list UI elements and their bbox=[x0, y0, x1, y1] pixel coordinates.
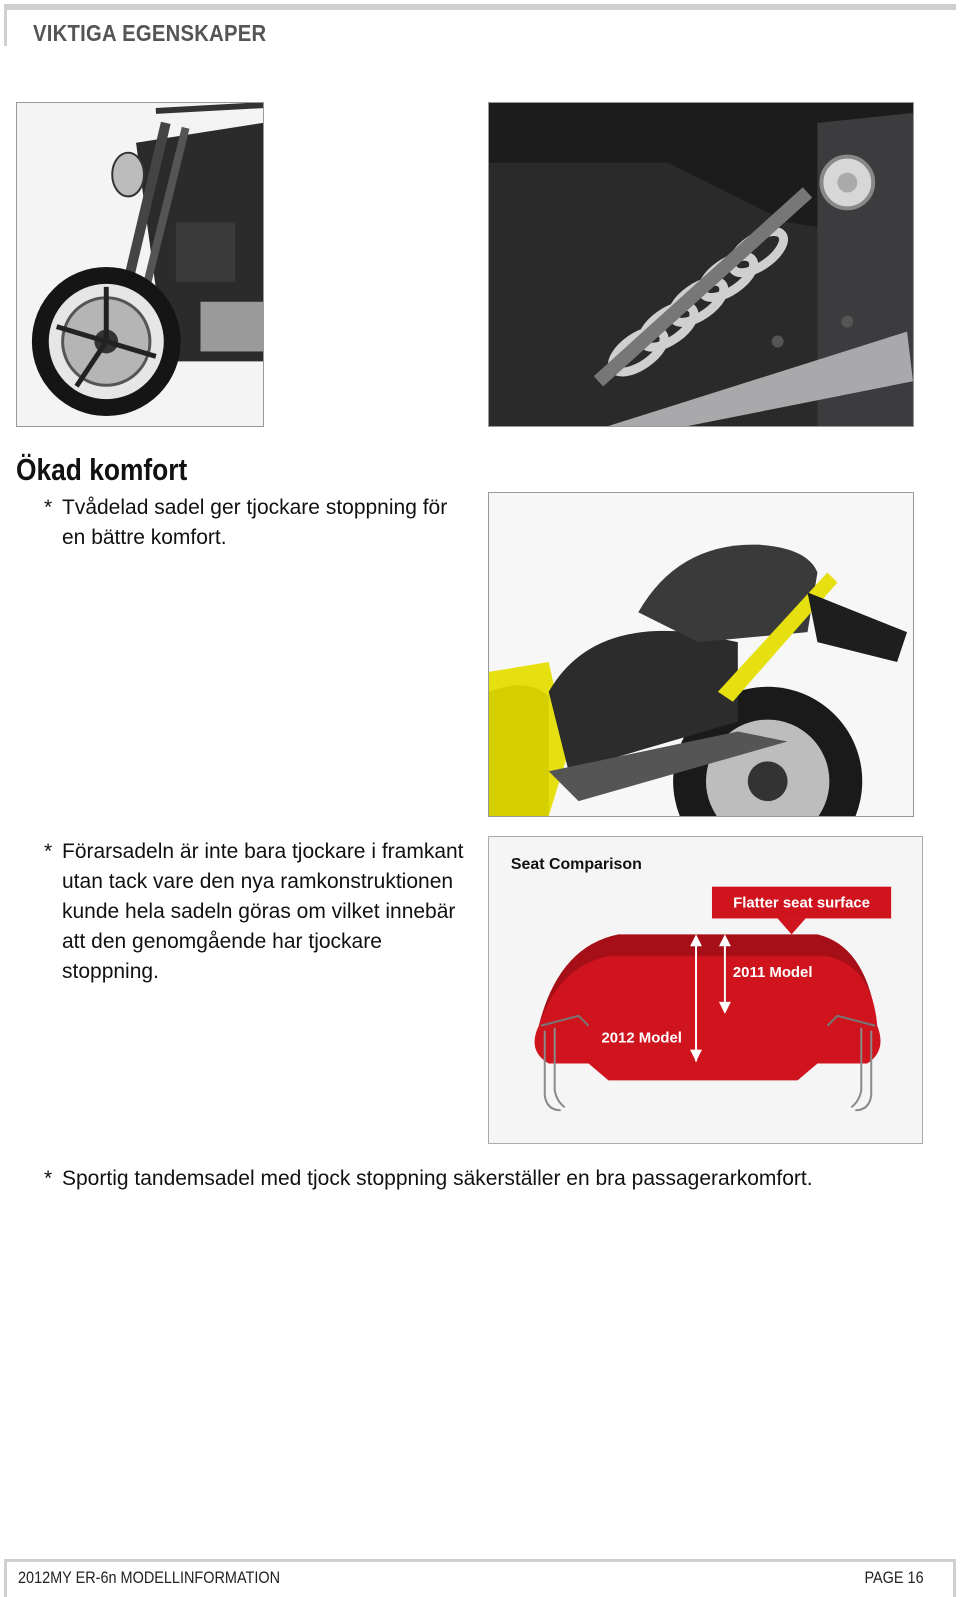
seat-comparison-diagram bbox=[488, 836, 923, 1144]
section-title: Ökad komfort bbox=[16, 452, 188, 487]
front-wheel-photo bbox=[16, 102, 264, 427]
seat-comparison-title: Seat Comparison bbox=[510, 855, 642, 873]
footer-model-info: 2012MY ER-6n MODELLINFORMATION bbox=[18, 1568, 281, 1587]
bullet-text: Tvådelad sadel ger tjockare stoppning för en bättre komfort. bbox=[62, 496, 448, 549]
bullet-star: * bbox=[44, 840, 53, 863]
label-2012-model: 2012 Model bbox=[601, 1030, 682, 1047]
header-side-bar bbox=[4, 10, 7, 46]
rear-shock-photo bbox=[488, 102, 914, 427]
bullet-item bbox=[44, 837, 464, 987]
label-2011-model: 2011 Model bbox=[732, 965, 813, 982]
footer-rule bbox=[4, 1559, 956, 1562]
bullet-text: Sportig tandemsadel med tjock stoppning säkerställer en bra passagerarkomfort. bbox=[62, 1167, 813, 1190]
bullet-text: Förarsadeln är inte bara tjockare i framkant utan tack vare den nya ramkonstruktionen kunde hela sadeln göras om vilket innebär att den genomgående har tjockare stoppning. bbox=[62, 840, 464, 983]
page-header-title: VIKTIGA EGENSKAPER bbox=[33, 20, 267, 46]
footer-page-number: PAGE 16 bbox=[864, 1568, 924, 1587]
bullet-item bbox=[44, 493, 464, 553]
seat-photo bbox=[488, 492, 914, 817]
bullet-star: * bbox=[44, 496, 53, 519]
bullet-star: * bbox=[44, 1167, 53, 1190]
bullet-item bbox=[44, 1164, 944, 1194]
footer-right-bar bbox=[953, 1560, 956, 1597]
flatter-callout-label: Flatter seat surface bbox=[733, 895, 870, 912]
footer-left-bar bbox=[4, 1560, 7, 1597]
header-rule bbox=[4, 4, 956, 10]
